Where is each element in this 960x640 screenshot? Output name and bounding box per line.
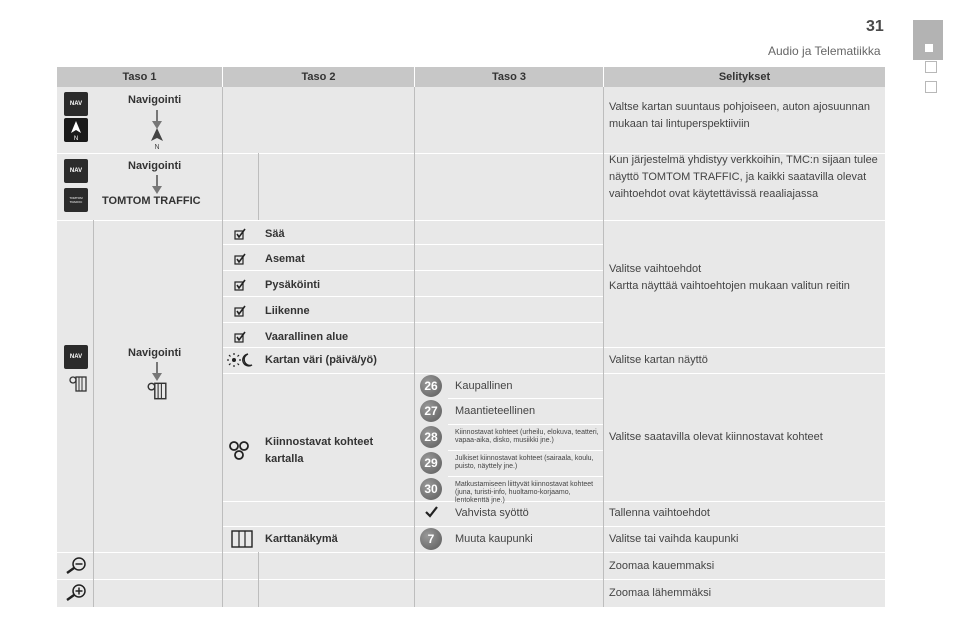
north-label: N — [154, 144, 160, 151]
checkbox-icon — [234, 253, 246, 265]
col-divider — [414, 87, 415, 607]
zoom-out-icon — [65, 556, 87, 574]
map-view-label: Karttanäkymä — [265, 533, 338, 545]
header-level1: Taso 1 — [57, 67, 222, 87]
checkbox-icon — [234, 228, 246, 240]
row1-description: Valtse kartan suuntaus pohjoiseen, auton ajosuunnan mukaan tai lintuperspektiiviin — [609, 101, 870, 130]
map-options-icon — [146, 380, 168, 402]
header-explanations: Selitykset — [603, 67, 885, 87]
day-night-icon — [227, 352, 253, 368]
zoom-out-description: Zoomaa kauemmaksi — [609, 560, 715, 572]
tomtom-traffic-icon — [64, 188, 88, 212]
row-divider — [57, 220, 885, 221]
corner-square-outline — [925, 61, 937, 73]
option-stations: Asemat — [265, 253, 305, 265]
row-divider — [222, 373, 885, 374]
row3-level1-label: Navigointi — [128, 347, 182, 359]
nav-button-icon: NAV — [64, 345, 88, 369]
row1-level1-label: Navigointi — [128, 94, 182, 106]
col-divider — [222, 87, 223, 607]
corner-tab — [913, 20, 943, 60]
row-divider — [222, 244, 603, 245]
row-divider — [222, 270, 603, 271]
row-divider — [57, 552, 885, 553]
corner-square-outline — [925, 81, 937, 93]
change-city-description: Valitse tai vaihda kaupunki — [609, 533, 739, 545]
north-arrow-icon — [64, 118, 88, 142]
checkbox-icon — [234, 279, 246, 291]
header-level2: Taso 2 — [222, 67, 414, 87]
badge-26: 26 — [420, 375, 442, 397]
row-divider — [448, 476, 603, 477]
zoom-in-icon — [65, 583, 87, 601]
nav-button-icon: NAV — [64, 159, 88, 183]
checkbox-icon — [234, 331, 246, 343]
row-divider — [222, 322, 603, 323]
checkmark-icon — [425, 506, 438, 518]
row-divider — [222, 526, 885, 527]
change-city-label: Muuta kaupunki — [455, 533, 533, 545]
tomtom-logo-text: TOMTOM TRAFFIC — [69, 196, 83, 204]
confirm-label: Vahvista syöttö — [455, 507, 529, 519]
section-title: Audio ja Telematiikka — [768, 44, 881, 58]
header-level3: Taso 3 — [414, 67, 603, 87]
options-description-line2: Kartta näyttää vaihtoehtojen mukaan valitun reitin — [609, 280, 850, 292]
option-weather: Sää — [265, 228, 285, 240]
row-divider — [448, 398, 603, 399]
nav-button-icon: NAV — [64, 92, 88, 116]
north-label: N — [73, 136, 79, 142]
poi-public: Julkiset kiinnostavat kohteet (sairaala, koulu, puisto, näyttely jne.) — [455, 455, 594, 470]
map-colors-description: Valitse kartan näyttö — [609, 354, 708, 366]
badge-29: 29 — [420, 452, 442, 474]
corner-square — [925, 44, 933, 52]
poi-icon — [227, 439, 251, 463]
page-number: 31 — [866, 18, 884, 35]
col-divider — [93, 220, 94, 552]
badge-27: 27 — [420, 400, 442, 422]
option-traffic: Liikenne — [265, 305, 310, 317]
col-divider — [258, 153, 259, 220]
badge-7: 7 — [420, 528, 442, 550]
poi-commercial: Kaupallinen — [455, 380, 513, 392]
checkbox-icon — [234, 305, 246, 317]
poi-description: Valitse saatavilla olevat kiinnostavat kohteet — [609, 431, 823, 443]
row2-traffic-label: TOMTOM TRAFFIC — [102, 195, 201, 207]
zoom-in-description: Zoomaa lähemmäksi — [609, 587, 712, 599]
badge-30: 30 — [420, 478, 442, 500]
poi-leisure: Kiinnostavat kohteet (urheilu, elokuva, teatteri, vapaa-aika, disko, musiikki jne.) — [455, 429, 599, 444]
badge-28: 28 — [420, 426, 442, 448]
map-view-icon — [231, 530, 253, 548]
row-divider — [222, 347, 885, 348]
map-colors-label: Kartan väri (päivä/yö) — [265, 354, 377, 366]
col-divider — [93, 552, 94, 607]
poi-title: Kiinnostavat kohteet kartalla — [265, 436, 374, 465]
row-divider — [57, 579, 885, 580]
poi-travel: Matkustamiseen liittyvät kiinnostavat kohteet (juna, turisti-info, huoltamo-korjaamo, lentokenttä jne.) — [455, 481, 594, 504]
poi-geographic: Maantieteellinen — [455, 405, 536, 417]
row2-description: Kun järjestelmä yhdistyy verkkoihin, TMC:n sijaan tulee näyttö TOMTOM TRAFFIC, ja kaikki saatavilla olevat vaihtoehdot ovat käytettävissä reaaliajassa — [609, 154, 878, 200]
option-danger-zone: Vaarallinen alue — [265, 331, 349, 343]
col-divider — [603, 87, 604, 607]
north-orientation-icon — [149, 127, 165, 151]
row-divider — [448, 424, 603, 425]
row-divider — [222, 296, 603, 297]
row-divider — [448, 450, 603, 451]
map-options-icon — [68, 374, 88, 394]
col-divider — [258, 552, 259, 607]
row2-level1-label: Navigointi — [128, 160, 182, 172]
confirm-description: Tallenna vaihtoehdot — [609, 507, 710, 519]
options-description-line1: Valitse vaihtoehdot — [609, 263, 702, 275]
option-parking: Pysäköinti — [265, 279, 321, 291]
settings-table — [57, 67, 885, 607]
